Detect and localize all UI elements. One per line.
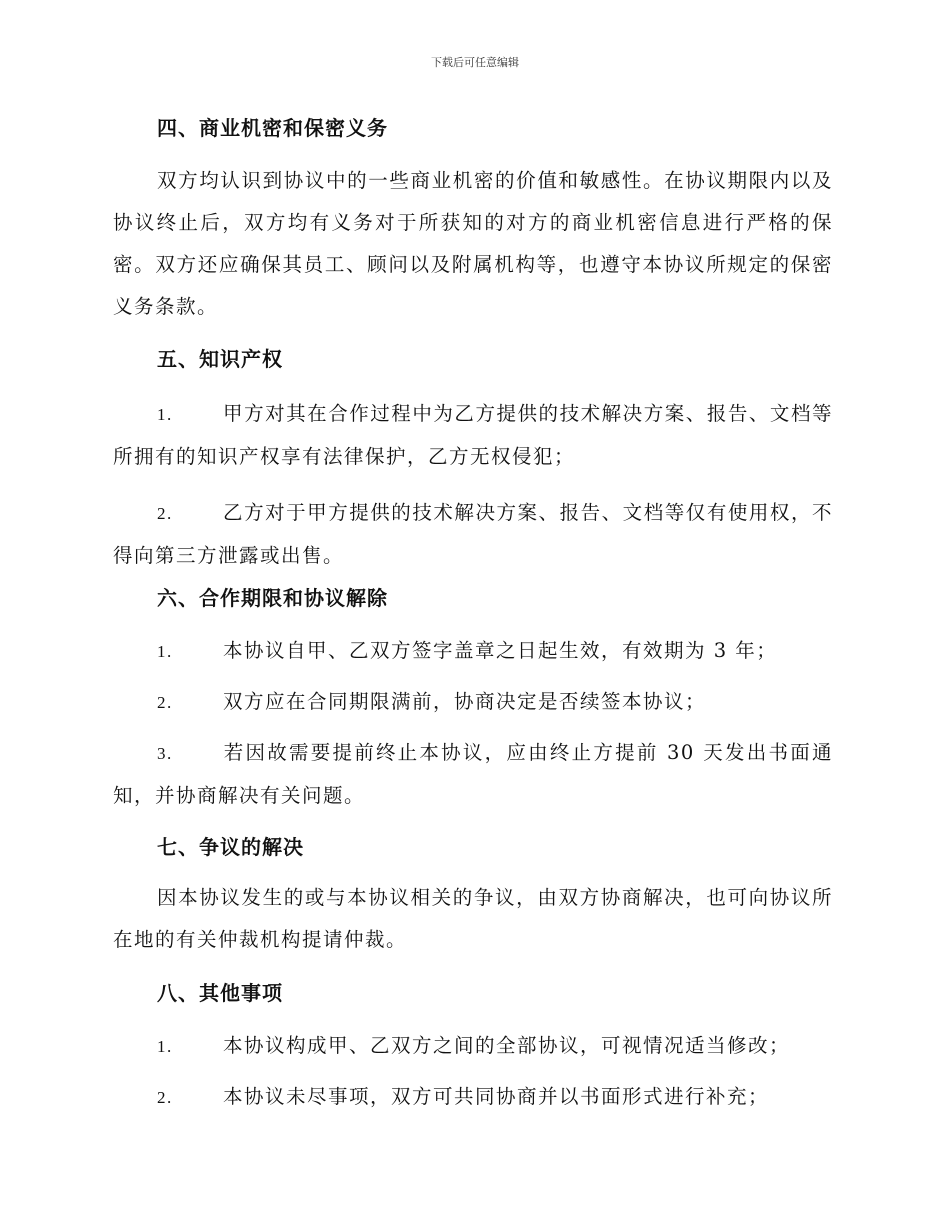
- item-text: 若因故需要提前终止本协议，应由终止方提前 30 天发出书面通知，并协商解决有关问题。: [113, 741, 833, 807]
- item-number: 2.: [157, 504, 173, 523]
- list-item: [113, 732, 833, 817]
- section-paragraph: 双方均认识到协议中的一些商业机密的价值和敏感性。在协议期限内以及协议终止后，双方均有义务对于所获知的对方的商业机密信息进行严格的保密。双方还应确保其员工、顾问以及附属机构等，也遵守本协议所规定的保密义务条款。: [113, 169, 833, 318]
- list-item: [113, 681, 833, 724]
- item-text: 乙方对于甲方提供的技术解决方案、报告、文档等仅有使用权，不得向第三方泄露或出售。: [113, 501, 833, 567]
- list-item: [113, 1025, 833, 1068]
- list-item: [113, 393, 833, 478]
- item-text: 甲方对其在合作过程中为乙方提供的技术解决方案、报告、文档等所拥有的知识产权享有法律保护，乙方无权侵犯；: [113, 402, 833, 468]
- item-number: 1.: [157, 1037, 173, 1056]
- item-number: 1.: [157, 642, 173, 661]
- section-term-termination: [113, 584, 833, 817]
- section-intellectual-property: [113, 345, 833, 577]
- item-text: 本协议构成甲、乙双方之间的全部协议，可视情况适当修改；: [223, 1034, 791, 1057]
- section-title: 六、合作期限和协议解除: [157, 586, 388, 610]
- section-title: 四、商业机密和保密义务: [157, 116, 388, 140]
- item-number: 2.: [157, 693, 173, 712]
- list-item: [113, 492, 833, 577]
- item-text: 本协议自甲、乙双方签字盖章之日起生效，有效期为 3 年；: [223, 639, 778, 662]
- item-number: 1.: [157, 405, 173, 424]
- section-title: 七、争议的解决: [157, 835, 304, 859]
- item-text: 本协议未尽事项，双方可共同协商并以书面形式进行补充；: [223, 1085, 770, 1108]
- section-paragraph: 因本协议发生的或与本协议相关的争议，由双方协商解决，也可向协议所在地的有关仲裁机构提请仲裁。: [113, 886, 833, 951]
- item-text: 双方应在合同期限满前，协商决定是否续签本协议；: [223, 690, 707, 713]
- item-number: 2.: [157, 1088, 173, 1107]
- page-header-note: 下载后可任意编辑: [431, 56, 519, 69]
- list-item: [113, 1076, 833, 1119]
- section-other-matters: [113, 979, 833, 1119]
- list-item: [113, 630, 833, 673]
- section-dispute-resolution: [113, 833, 833, 961]
- section-title: 五、知识产权: [157, 347, 283, 371]
- section-confidentiality: [113, 114, 833, 328]
- item-number: 3.: [157, 744, 173, 763]
- section-title: 八、其他事项: [157, 981, 283, 1005]
